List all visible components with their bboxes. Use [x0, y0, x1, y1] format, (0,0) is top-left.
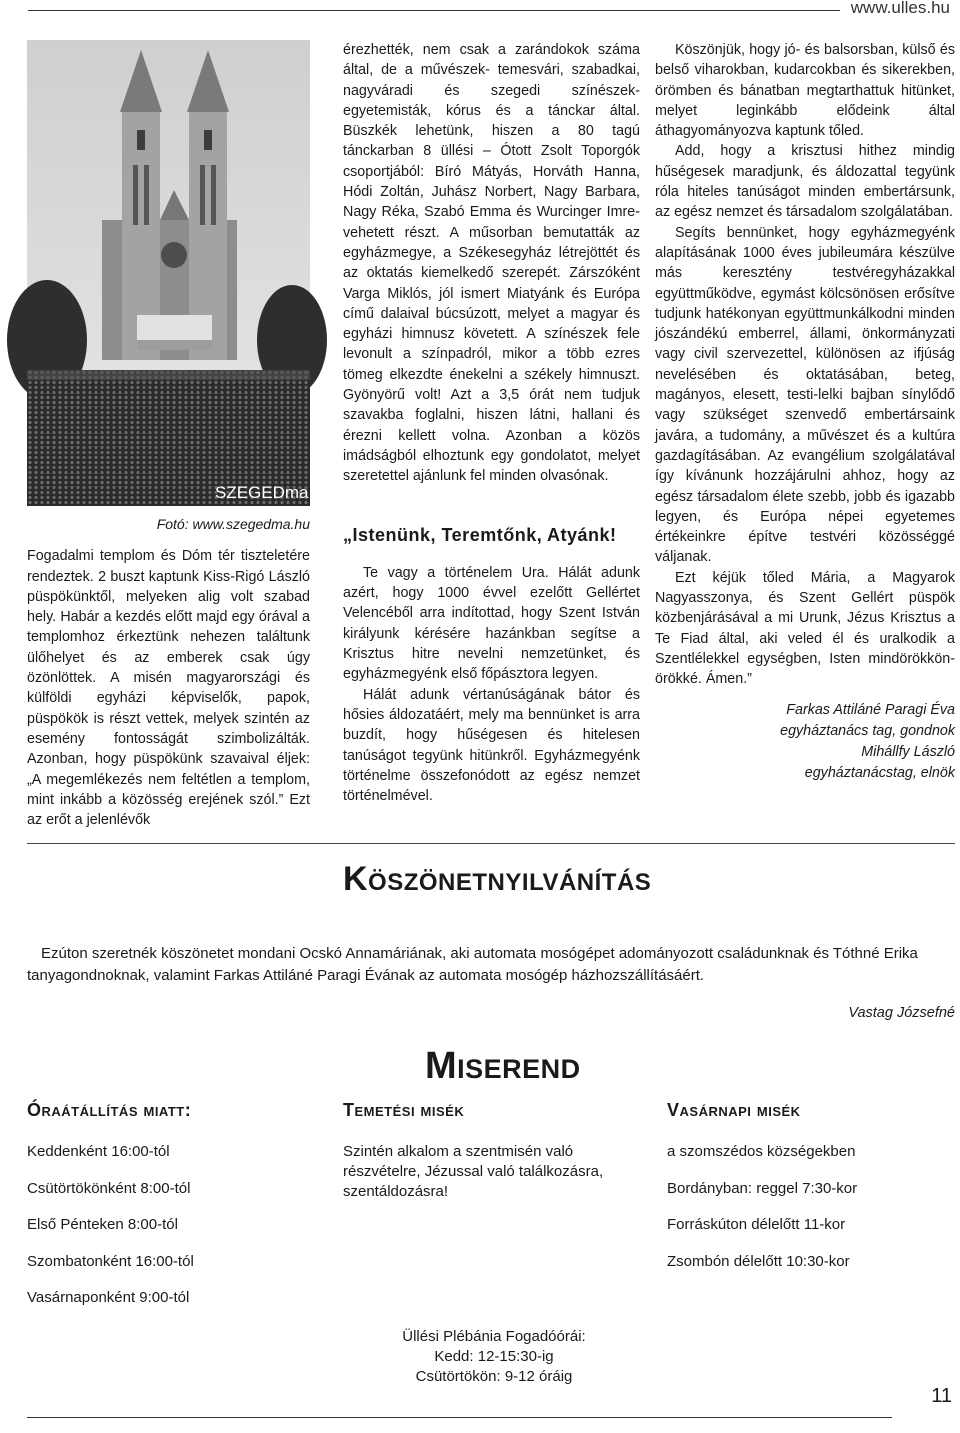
schedule-item: Csütörtökönként 8:00-tól — [27, 1179, 191, 1197]
office-title: Üllési Plébánia Fogadóórái: — [402, 1328, 586, 1345]
photo-watermark: SZEGEDma.hu — [215, 483, 333, 502]
funeral-mass-text: Szintén alkalom a szentmisén való részvételre, Jézussal való találkozásra, szentáldozásra! — [343, 1143, 604, 1200]
schedule-heading-1: Óraátállítás miatt: — [27, 1100, 192, 1120]
column-2 — [343, 40, 640, 806]
column-3 — [655, 40, 955, 784]
article-text-col2: érezhették, nem csak a zarándokok száma által, de a művészek- temesvári, szabadkai, nagyváradi és szegedi színészek- egyetemisták, kórus és a tánckar által. Büszkék lehetünk, hiszen a 80 tagú tánckarban 8 üllési – Ótott Zsolt Toporgók csoportjából: Bíró Mátyás, Horváth Hanna, Hódi Zoltán, Juhász Norbert, Nagy Barbara, Nagy Réka, Szabó Emma és Wurcinger Imre- vehetett részt. A műsorban bemutatták az egyházmegye, a Székesegyház létrejöttét és az oktatás kiemelkedő szerepét. Zárszóként Varga Miklós, jól ismert Miatyánk és Európa című dalaival búcsúzott, melyet a magyar és egyházi himnusz követett. A színészek fele levonult a színpadról, mikor a több ezres tömeg elkezdte énekelni a székely himnuszt. Gyönyörű volt! Azt a 3,5 órát nem tudjuk szavakba foglalni, hiszen látni, hallani és érezni kellett volna. Azonban a közös imádságból elhoztunk egy gondolatot, melyet szeretettel ajánlunk fel minden olvasónak. — [343, 42, 640, 485]
column-1 — [27, 40, 333, 830]
schedule-heading-3: Vasárnapi misék — [667, 1100, 801, 1120]
schedule-item: a szomszédos községekben — [667, 1143, 856, 1160]
parish-office-hours — [384, 1327, 604, 1387]
site-url[interactable]: www.ulles.hu — [850, 0, 950, 17]
schedule-item: Zsombón délelőtt 10:30-kor — [667, 1252, 850, 1270]
schedule-col-3 — [667, 1100, 857, 1289]
article-text-col1: Fogadalmi templom és Dóm tér tiszteletére rendeztek. 2 buszt kaptunk Kiss-Rigó László püspökünktől, melyeken alig volt szabad hely. Habár a kezdés előtt majd egy órával a templomhoz érkeztünk nehezen találtunk ülőhelyet és az emberek csak úgy özönlöttek. A misén magyarországi és külföldi egyházi képviselők, papok, püspökök is részt vettek, melyek szintén az esemény fontosságát szimbolizálták. Azonban, hogy püspökünk szavaival éljek: „A megemlékezés nem feltétlen a templom, mint inkább a közösség erejének szól.” Ezt az erőt a jelenlévők — [27, 548, 310, 829]
article-signature — [655, 700, 955, 784]
thanks-signature: Vastag Józsefné — [848, 1005, 955, 1021]
schedule-item: Forráskúton délelőtt 11-kor — [667, 1216, 846, 1233]
page-number: 11 — [931, 1385, 952, 1407]
footer-rule — [27, 1417, 892, 1418]
thanks-text: Ezúton szeretnék köszönetet mondani Ocskó Annamáriának, aki automata mosógépet adományozott családunknak és Tóthné Erika tanyagondnoknak, valamint Farkas Attiláné Paragi Évának az automata mosógép házhozszállításáért. — [27, 945, 918, 984]
schedule-item: Keddenként 16:00-tól — [27, 1143, 170, 1160]
cathedral-image — [27, 40, 333, 506]
prayer-paragraph-6: Ezt kéjük tőled Mária, a Magyarok Nagyasszonya, és Szent Gellért püspök közbenjárásával a mi Urunk, Jézus Krisztus a Te Fiad által, aki veled él és uralkodik a Szentlélekkel egységben, Isten mindörökkön-örökké. Ámen.” — [655, 569, 955, 688]
signature-name-2: Mihállfy László — [861, 743, 955, 760]
prayer-heading: „Istenünk, Teremtőnk, Atyánk! — [343, 524, 617, 545]
schedule-item: Első Pénteken 8:00-tól — [27, 1216, 178, 1233]
schedule-item: Vasárnaponként 9:00-tól — [27, 1289, 190, 1306]
signature-role-2: egyháztanácstag, elnök — [804, 764, 955, 781]
signature-name-1: Farkas Attiláné Paragi Éva — [786, 701, 955, 718]
cathedral-photo — [27, 40, 333, 506]
signature-role-1: egyháztanács tag, gondnok — [780, 722, 955, 739]
schedule-item: Szombatonként 16:00-tól — [27, 1252, 194, 1270]
schedule-item: Bordányban: reggel 7:30-kor — [667, 1179, 858, 1197]
office-line-1: Kedd: 12-15:30-ig — [434, 1348, 554, 1365]
schedule-heading-2: Temetési misék — [343, 1100, 465, 1120]
prayer-paragraph-5: Segíts bennünket, hogy egyházmegyénk alapításának 1000 éves jubileumára készülve más keresztény testvéregyházakkal együttműködve, egymást kölcsönösen erősítve tudjunk hatékonyan együttmunkálkodni minden jószándékú emberrel, állami, önkormányzati vagy civil szervezettel, különösen az ifjúság nevelésében és oktatásában, beteg, magányos, elesett, testi-lelki bajban sínylődő vagy szükséget szenvedő embertársaink javára, a tudomány, a művészet és a kultúra gazdagításában. Az evangélium szolgálatával így kívánunk hozzájárulni ahhoz, hogy az egész társadalom élete szebb, jobb és igazabb legyen, és Európa népei egyetemes értékeinkre építve testvéri közösséggé váljanak. — [655, 224, 955, 566]
prayer-paragraph-2: Hálát adunk vértanúságának bátor és hősies áldozatáért, mely ma bennünket is arra buzdít, hogy hűségesen és hitelesen tanúságot tegyünk hitünkről. Egyházmegyénk történelme összefonódott az egész nemzet történelmével. — [343, 686, 640, 805]
thanks-title: Köszönetnyilvánítás — [343, 860, 652, 898]
section-divider — [27, 843, 955, 844]
schedule-col-1 — [27, 1100, 194, 1326]
photo-credit[interactable]: Fotó: www.szegedma.hu — [156, 516, 310, 532]
header-rule — [28, 10, 840, 11]
prayer-paragraph-3: Köszönjük, hogy jó- és balsorsban, külső és belső viharokban, kudarcokban és sikerekben, örömben és bánatban megtarthattuk hitünket, melyet leginkább elődeink által áthagyományozva kaptunk tőled. — [655, 42, 955, 140]
prayer-paragraph-1: Te vagy a történelem Ura. Hálát adunk azért, hogy 1000 évvel ezelőtt Gellértet Velencéből arra indítottad, hogy Szent István királyunk kérésére hazánkban segítse a Krisztus hitre nevelni nemzetünket, és egyházmegyénk első főpásztora legyen. — [343, 564, 640, 683]
office-line-2: Csütörtökön: 9-12 óráig — [415, 1368, 573, 1385]
prayer-paragraph-4: Add, hogy a krisztusi hithez mindig hűségesek maradjunk, és áldozattal tegyünk róla hiteles tanúságot minden embertársunk, az egész nemzet és társadalom szolgálatában. — [655, 143, 955, 221]
miserend-title: Miserend — [425, 1045, 581, 1087]
schedule-col-2 — [343, 1100, 633, 1202]
